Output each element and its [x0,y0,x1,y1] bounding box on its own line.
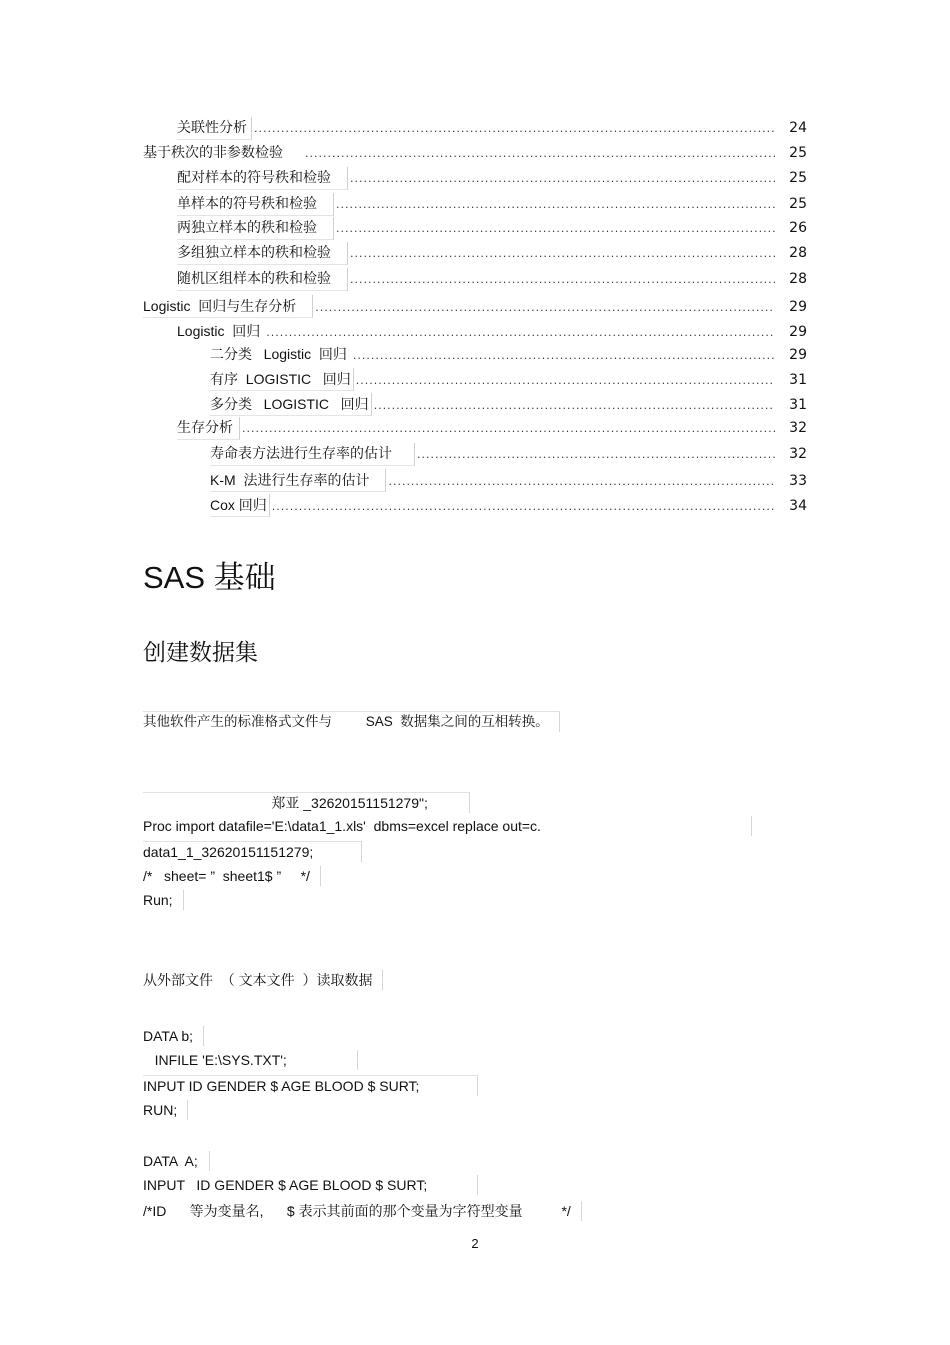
toc-entry[interactable] [143,142,807,164]
toc-entry[interactable] [177,193,807,215]
toc-entry-label: 寿命表方法进行生存率的估计 [210,443,415,466]
code-line: DATA A; [143,1151,210,1171]
toc-entry-page: 28 [789,245,807,261]
toc-leader-dots [350,168,775,190]
toc-entry-page: 25 [789,170,807,186]
code-line: data1_1_32620151151279; [143,841,362,862]
toc-entry[interactable] [177,167,807,189]
toc-leader-dots [417,444,775,466]
code-line: DATA b; [143,1026,204,1046]
toc-leader-dots [353,345,775,367]
code-line: /*ID 等为变量名, $ 表示其前面的那个变量为字符型变量 */ [143,1201,582,1221]
toc-leader-dots [350,269,775,291]
toc-entry-page: 31 [789,397,807,413]
toc-entry[interactable] [210,368,807,390]
code-line: INFILE 'E:\SYS.TXT'; [143,1050,358,1070]
code-line: INPUT ID GENDER $ AGE BLOOD $ SURT; [143,1075,478,1096]
toc-entry-page: 33 [789,473,807,489]
toc-leader-dots [315,297,775,319]
toc-entry-label: Logistic 回归与生存分析 [143,295,313,318]
toc-entry-label: 有序 LOGISTIC 回归 [210,368,354,391]
code-line: RUN; [143,1100,188,1120]
toc-entry-page: 29 [789,324,807,340]
page-number: 2 [471,1236,479,1251]
toc-entry-label: Logistic 回归 [177,323,261,339]
toc-leader-dots [336,218,775,240]
toc-entry-label: 多分类 LOGISTIC 回归 [210,393,372,416]
toc-entry-label: 随机区组样本的秩和检验 [177,268,348,291]
toc-entry[interactable] [210,469,807,491]
toc-entry[interactable] [210,443,807,465]
toc-leader-dots [272,496,775,518]
toc-entry[interactable] [177,217,807,239]
toc-leader-dots [254,118,775,140]
toc-entry-label: 基于秩次的非参数检验 [143,145,283,161]
toc-entry-page: 34 [789,498,807,514]
toc-entry[interactable] [177,417,807,439]
toc-entry[interactable] [210,393,807,415]
section-heading-sas-basics: SAS 基础 [143,560,276,595]
toc-entry[interactable] [210,343,807,365]
toc-entry-page: 25 [789,145,807,161]
toc-entry-page: 32 [789,446,807,462]
toc-leader-dots [356,370,775,392]
code-line: Proc import datafile='E:\data1_1.xls' dbms=excel replace out=c. [143,816,752,836]
toc-entry-page: 28 [789,271,807,287]
toc-entry-label: 关联性分析 [177,117,252,140]
toc-leader-dots [374,395,775,417]
toc-entry[interactable] [210,494,807,516]
toc-entry[interactable] [177,320,807,342]
toc-entry[interactable] [177,242,807,264]
subsection-heading-create-dataset: 创建数据集 [143,640,258,666]
code-line: INPUT ID GENDER $ AGE BLOOD $ SURT; [143,1175,478,1195]
toc-entry[interactable] [177,117,807,139]
toc-entry-page: 29 [789,347,807,363]
code-line: 郑亚 _32620151151279"; [143,792,470,813]
intro-paragraph: 其他软件产生的标准格式文件与 SAS 数据集之间的互相转换。 [143,711,560,732]
toc-entry-page: 24 [789,120,807,136]
toc-entry-label: 二分类 Logistic 回归 [210,346,347,362]
toc-entry[interactable] [177,268,807,290]
toc-entry-page: 25 [789,196,807,212]
toc-entry-label: 生存分析 [177,417,240,440]
toc-entry-label: 单样本的符号秩和检验 [177,193,334,216]
toc-leader-dots [242,418,775,440]
toc-entry-page: 29 [789,299,807,315]
toc-entry-label: 多组独立样本的秩和检验 [177,242,348,265]
toc-leader-dots [350,243,775,265]
toc-entry-label: 配对样本的符号秩和检验 [177,167,348,190]
toc-entry-label: 两独立样本的秩和检验 [177,217,334,240]
toc-entry-label: K-M 法进行生存率的估计 [210,469,386,492]
toc-leader-dots [305,143,775,165]
code-line: /* sheet= ” sheet1$ ” */ [143,866,321,886]
toc-leader-dots [388,471,775,493]
external-file-heading: 从外部文件 （ 文本文件 ）读取数据 [143,970,383,990]
toc-entry-label: Cox 回归 [210,494,270,517]
toc-entry[interactable] [143,295,807,317]
code-line: Run; [143,890,184,910]
toc-leader-dots [336,194,775,216]
toc-entry-page: 26 [789,220,807,236]
toc-leader-dots [266,322,775,344]
toc-entry-page: 32 [789,420,807,436]
toc-entry-page: 31 [789,372,807,388]
